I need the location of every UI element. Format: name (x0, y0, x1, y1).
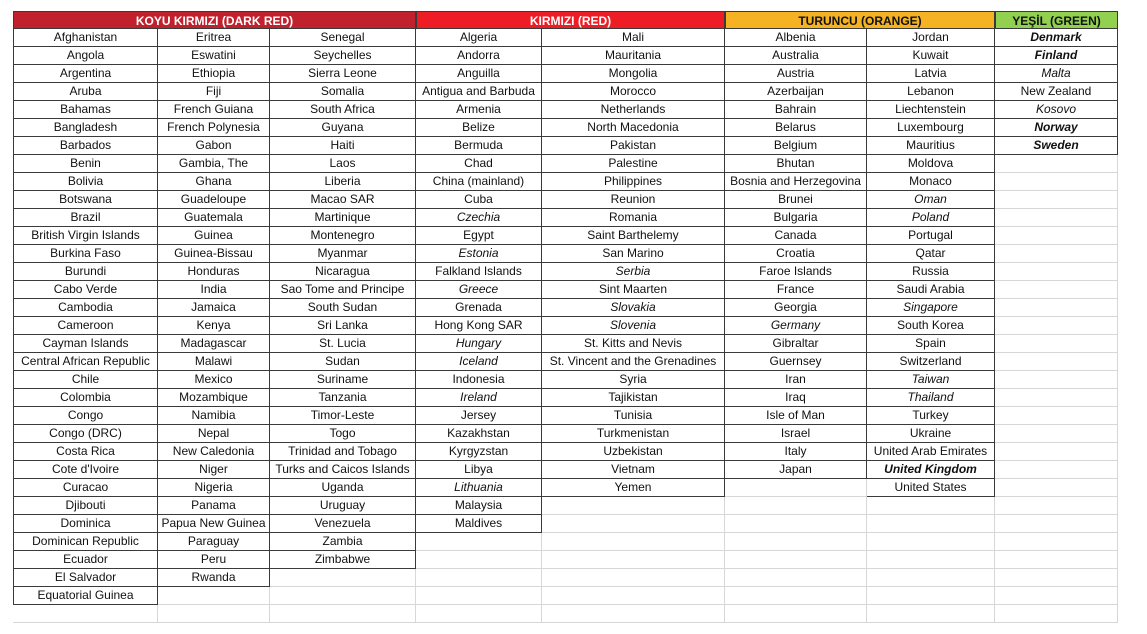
country-cell: Norway (995, 119, 1118, 137)
country-cell: Argentina (13, 65, 158, 83)
empty-cell (542, 497, 725, 515)
country-cell: Kyrgyzstan (416, 443, 542, 461)
country-cell: Antigua and Barbuda (416, 83, 542, 101)
empty-cell (995, 335, 1118, 353)
country-cell: United Arab Emirates (867, 443, 995, 461)
country-cell: Cayman Islands (13, 335, 158, 353)
empty-cell (725, 515, 867, 533)
country-cell: Denmark (995, 29, 1118, 47)
country-cell: Cameroon (13, 317, 158, 335)
country-cell: Panama (158, 497, 270, 515)
country-cell: Philippines (542, 173, 725, 191)
country-cell: Albenia (725, 29, 867, 47)
country-cell: Honduras (158, 263, 270, 281)
country-cell: El Salvador (13, 569, 158, 587)
country-cell: San Marino (542, 245, 725, 263)
country-cell: Kenya (158, 317, 270, 335)
country-cell: French Polynesia (158, 119, 270, 137)
country-cell: Latvia (867, 65, 995, 83)
empty-cell (995, 587, 1118, 605)
country-cell: Gibraltar (725, 335, 867, 353)
country-cell: Ireland (416, 389, 542, 407)
country-cell: Bahrain (725, 101, 867, 119)
country-cell: Guatemala (158, 209, 270, 227)
country-cell: Serbia (542, 263, 725, 281)
empty-cell (995, 389, 1118, 407)
country-cell: Luxembourg (867, 119, 995, 137)
country-cell: Faroe Islands (725, 263, 867, 281)
country-cell: Fiji (158, 83, 270, 101)
country-cell: Brunei (725, 191, 867, 209)
country-cell: Laos (270, 155, 416, 173)
country-cell: Bhutan (725, 155, 867, 173)
country-cell: Italy (725, 443, 867, 461)
country-cell: Seychelles (270, 47, 416, 65)
country-cell: Netherlands (542, 101, 725, 119)
empty-cell (542, 569, 725, 587)
country-cell: North Macedonia (542, 119, 725, 137)
empty-cell (995, 263, 1118, 281)
country-cell: Cote d'Ivoire (13, 461, 158, 479)
country-cell: Rwanda (158, 569, 270, 587)
country-cell: United Kingdom (867, 461, 995, 479)
country-cell: Thailand (867, 389, 995, 407)
country-cell: Turks and Caicos Islands (270, 461, 416, 479)
country-cell: Saudi Arabia (867, 281, 995, 299)
country-cell: Armenia (416, 101, 542, 119)
header-green: YEŞİL (GREEN) (995, 11, 1118, 29)
country-cell: Colombia (13, 389, 158, 407)
country-cell: Hungary (416, 335, 542, 353)
empty-cell (995, 515, 1118, 533)
country-cell: Belgium (725, 137, 867, 155)
empty-cell (867, 569, 995, 587)
empty-cell (995, 461, 1118, 479)
empty-cell (995, 479, 1118, 497)
empty-cell (270, 569, 416, 587)
country-cell: Sierra Leone (270, 65, 416, 83)
country-cell: Japan (725, 461, 867, 479)
empty-cell (867, 533, 995, 551)
country-cell: Macao SAR (270, 191, 416, 209)
country-cell: Suriname (270, 371, 416, 389)
country-cell: Burundi (13, 263, 158, 281)
country-cell: Andorra (416, 47, 542, 65)
country-cell: Liberia (270, 173, 416, 191)
country-cell: South Sudan (270, 299, 416, 317)
country-cell: Central African Republic (13, 353, 158, 371)
country-cell: Maldives (416, 515, 542, 533)
country-cell: Dominica (13, 515, 158, 533)
country-cell: Tunisia (542, 407, 725, 425)
country-cell: Burkina Faso (13, 245, 158, 263)
country-cell: Cuba (416, 191, 542, 209)
country-cell: Malaysia (416, 497, 542, 515)
country-cell: Peru (158, 551, 270, 569)
country-cell: Spain (867, 335, 995, 353)
country-cell: Mongolia (542, 65, 725, 83)
empty-cell (995, 605, 1118, 623)
country-cell: Paraguay (158, 533, 270, 551)
country-cell: Mali (542, 29, 725, 47)
country-cell: Mauritius (867, 137, 995, 155)
country-cell: St. Vincent and the Grenadines (542, 353, 725, 371)
country-cell: South Africa (270, 101, 416, 119)
country-cell: Isle of Man (725, 407, 867, 425)
column-red-2 (542, 29, 725, 623)
country-cell: Guinea-Bissau (158, 245, 270, 263)
empty-cell (867, 551, 995, 569)
country-cell: Malta (995, 65, 1118, 83)
country-cell: Ukraine (867, 425, 995, 443)
country-cell: Uganda (270, 479, 416, 497)
empty-cell (995, 281, 1118, 299)
empty-cell (542, 515, 725, 533)
empty-cell (542, 587, 725, 605)
country-cell: Iran (725, 371, 867, 389)
country-cell: Sweden (995, 137, 1118, 155)
country-cell: Brazil (13, 209, 158, 227)
empty-cell (725, 533, 867, 551)
country-cell: Australia (725, 47, 867, 65)
country-cell: Angola (13, 47, 158, 65)
empty-cell (416, 569, 542, 587)
country-risk-table (13, 11, 1118, 623)
country-cell: Germany (725, 317, 867, 335)
country-cell: New Zealand (995, 83, 1118, 101)
empty-cell (542, 533, 725, 551)
country-cell: Turkmenistan (542, 425, 725, 443)
country-cell: Ghana (158, 173, 270, 191)
empty-cell (158, 587, 270, 605)
country-cell: India (158, 281, 270, 299)
country-cell: Qatar (867, 245, 995, 263)
country-cell: Bahamas (13, 101, 158, 119)
country-cell: Falkland Islands (416, 263, 542, 281)
country-cell: Israel (725, 425, 867, 443)
empty-cell (995, 209, 1118, 227)
country-cell: Kazakhstan (416, 425, 542, 443)
country-cell: Tajikistan (542, 389, 725, 407)
country-cell: Yemen (542, 479, 725, 497)
country-cell: Haiti (270, 137, 416, 155)
country-cell: Martinique (270, 209, 416, 227)
empty-cell (416, 533, 542, 551)
country-cell: Guyana (270, 119, 416, 137)
country-cell: Algeria (416, 29, 542, 47)
country-cell: Sri Lanka (270, 317, 416, 335)
column-dark-red-3 (270, 29, 416, 623)
country-cell: Reunion (542, 191, 725, 209)
country-cell: Kuwait (867, 47, 995, 65)
country-cell: Trinidad and Tobago (270, 443, 416, 461)
empty-cell (995, 551, 1118, 569)
country-cell: China (mainland) (416, 173, 542, 191)
country-cell: Niger (158, 461, 270, 479)
country-cell: Bangladesh (13, 119, 158, 137)
country-cell: Senegal (270, 29, 416, 47)
country-cell: Gambia, The (158, 155, 270, 173)
country-cell: New Caledonia (158, 443, 270, 461)
empty-cell (995, 173, 1118, 191)
country-cell: Greece (416, 281, 542, 299)
empty-cell (995, 371, 1118, 389)
country-cell: Hong Kong SAR (416, 317, 542, 335)
empty-cell (867, 605, 995, 623)
column-dark-red-1 (13, 29, 158, 623)
country-cell: Timor-Leste (270, 407, 416, 425)
empty-cell (725, 605, 867, 623)
empty-cell (725, 497, 867, 515)
empty-cell (995, 407, 1118, 425)
country-cell: Sint Maarten (542, 281, 725, 299)
empty-cell (13, 605, 158, 623)
country-cell: Czechia (416, 209, 542, 227)
header-orange: TURUNCU (ORANGE) (725, 11, 995, 29)
country-cell: Guernsey (725, 353, 867, 371)
empty-cell (158, 605, 270, 623)
country-cell: Moldova (867, 155, 995, 173)
empty-cell (542, 605, 725, 623)
column-green-1 (995, 29, 1118, 623)
empty-cell (995, 353, 1118, 371)
country-cell: Bulgaria (725, 209, 867, 227)
country-cell: Costa Rica (13, 443, 158, 461)
country-cell: Georgia (725, 299, 867, 317)
country-cell: Azerbaijan (725, 83, 867, 101)
country-cell: Switzerland (867, 353, 995, 371)
country-cell: Iceland (416, 353, 542, 371)
country-cell: Uruguay (270, 497, 416, 515)
country-cell: Mozambique (158, 389, 270, 407)
country-cell: Kosovo (995, 101, 1118, 119)
country-cell: Bolivia (13, 173, 158, 191)
country-cell: Eritrea (158, 29, 270, 47)
country-cell: Chad (416, 155, 542, 173)
country-cell: Finland (995, 47, 1118, 65)
country-cell: Belize (416, 119, 542, 137)
country-cell: Egypt (416, 227, 542, 245)
country-cell: British Virgin Islands (13, 227, 158, 245)
country-cell: Tanzania (270, 389, 416, 407)
country-cell: Guadeloupe (158, 191, 270, 209)
country-cell: Papua New Guinea (158, 515, 270, 533)
country-cell: Bermuda (416, 137, 542, 155)
country-cell: Benin (13, 155, 158, 173)
country-cell: Austria (725, 65, 867, 83)
country-cell: Ecuador (13, 551, 158, 569)
country-cell: Palestine (542, 155, 725, 173)
empty-cell (995, 533, 1118, 551)
country-cell: Slovenia (542, 317, 725, 335)
column-red-1 (416, 29, 542, 623)
country-cell: Estonia (416, 245, 542, 263)
country-cell: Zambia (270, 533, 416, 551)
country-cell: Morocco (542, 83, 725, 101)
empty-cell (725, 569, 867, 587)
country-cell: Jamaica (158, 299, 270, 317)
country-cell: Poland (867, 209, 995, 227)
empty-cell (995, 191, 1118, 209)
empty-cell (542, 551, 725, 569)
empty-cell (995, 155, 1118, 173)
country-cell: Montenegro (270, 227, 416, 245)
country-cell: Canada (725, 227, 867, 245)
country-cell: Anguilla (416, 65, 542, 83)
country-cell: Portugal (867, 227, 995, 245)
country-cell: Pakistan (542, 137, 725, 155)
country-cell: Turkey (867, 407, 995, 425)
country-cell: Slovakia (542, 299, 725, 317)
country-cell: South Korea (867, 317, 995, 335)
country-cell: Cabo Verde (13, 281, 158, 299)
country-cell: Taiwan (867, 371, 995, 389)
empty-cell (995, 245, 1118, 263)
empty-cell (725, 551, 867, 569)
country-cell: Libya (416, 461, 542, 479)
country-cell: Myanmar (270, 245, 416, 263)
country-cell: Grenada (416, 299, 542, 317)
country-cell: Vietnam (542, 461, 725, 479)
country-cell: Russia (867, 263, 995, 281)
country-cell: Iraq (725, 389, 867, 407)
country-cell: St. Lucia (270, 335, 416, 353)
empty-cell (995, 569, 1118, 587)
empty-cell (867, 587, 995, 605)
column-orange-2 (867, 29, 995, 623)
country-cell: Gabon (158, 137, 270, 155)
empty-cell (995, 443, 1118, 461)
country-cell: Syria (542, 371, 725, 389)
country-cell: Liechtenstein (867, 101, 995, 119)
empty-cell (995, 497, 1118, 515)
empty-cell (867, 497, 995, 515)
country-cell: Belarus (725, 119, 867, 137)
column-dark-red-2 (158, 29, 270, 623)
country-cell: Guinea (158, 227, 270, 245)
country-cell: Curacao (13, 479, 158, 497)
country-cell: Saint Barthelemy (542, 227, 725, 245)
country-cell: Eswatini (158, 47, 270, 65)
country-cell: Equatorial Guinea (13, 587, 158, 605)
empty-cell (416, 587, 542, 605)
empty-cell (995, 425, 1118, 443)
empty-cell (995, 227, 1118, 245)
country-cell: France (725, 281, 867, 299)
country-cell: St. Kitts and Nevis (542, 335, 725, 353)
empty-cell (995, 317, 1118, 335)
country-cell: Singapore (867, 299, 995, 317)
country-cell: Lebanon (867, 83, 995, 101)
country-cell: Nepal (158, 425, 270, 443)
country-cell: United States (867, 479, 995, 497)
country-cell: Sao Tome and Principe (270, 281, 416, 299)
country-cell: Djibouti (13, 497, 158, 515)
country-cell: Cambodia (13, 299, 158, 317)
country-cell: Congo (13, 407, 158, 425)
country-cell: Barbados (13, 137, 158, 155)
country-cell: Romania (542, 209, 725, 227)
country-cell: Somalia (270, 83, 416, 101)
country-cell: Indonesia (416, 371, 542, 389)
country-cell: Venezuela (270, 515, 416, 533)
empty-cell (995, 299, 1118, 317)
country-cell: Croatia (725, 245, 867, 263)
country-cell: Chile (13, 371, 158, 389)
country-cell: Sudan (270, 353, 416, 371)
country-cell: Jersey (416, 407, 542, 425)
empty-cell (867, 515, 995, 533)
country-cell: Congo (DRC) (13, 425, 158, 443)
empty-cell (725, 479, 867, 497)
header-dark-red: KOYU KIRMIZI (DARK RED) (13, 11, 416, 29)
country-cell: Zimbabwe (270, 551, 416, 569)
empty-cell (270, 605, 416, 623)
country-cell: Nigeria (158, 479, 270, 497)
country-cell: Monaco (867, 173, 995, 191)
country-cell: Botswana (13, 191, 158, 209)
country-cell: Ethiopia (158, 65, 270, 83)
country-cell: Namibia (158, 407, 270, 425)
country-cell: Jordan (867, 29, 995, 47)
country-cell: Dominican Republic (13, 533, 158, 551)
country-cell: Malawi (158, 353, 270, 371)
header-red: KIRMIZI (RED) (416, 11, 725, 29)
country-cell: Togo (270, 425, 416, 443)
country-cell: Mexico (158, 371, 270, 389)
country-cell: Oman (867, 191, 995, 209)
country-cell: Uzbekistan (542, 443, 725, 461)
country-cell: Afghanistan (13, 29, 158, 47)
empty-cell (416, 605, 542, 623)
country-cell: Nicaragua (270, 263, 416, 281)
country-cell: French Guiana (158, 101, 270, 119)
country-cell: Madagascar (158, 335, 270, 353)
empty-cell (725, 587, 867, 605)
empty-cell (270, 587, 416, 605)
country-cell: Aruba (13, 83, 158, 101)
column-orange-1 (725, 29, 867, 623)
country-cell: Bosnia and Herzegovina (725, 173, 867, 191)
empty-cell (416, 551, 542, 569)
country-cell: Lithuania (416, 479, 542, 497)
country-cell: Mauritania (542, 47, 725, 65)
